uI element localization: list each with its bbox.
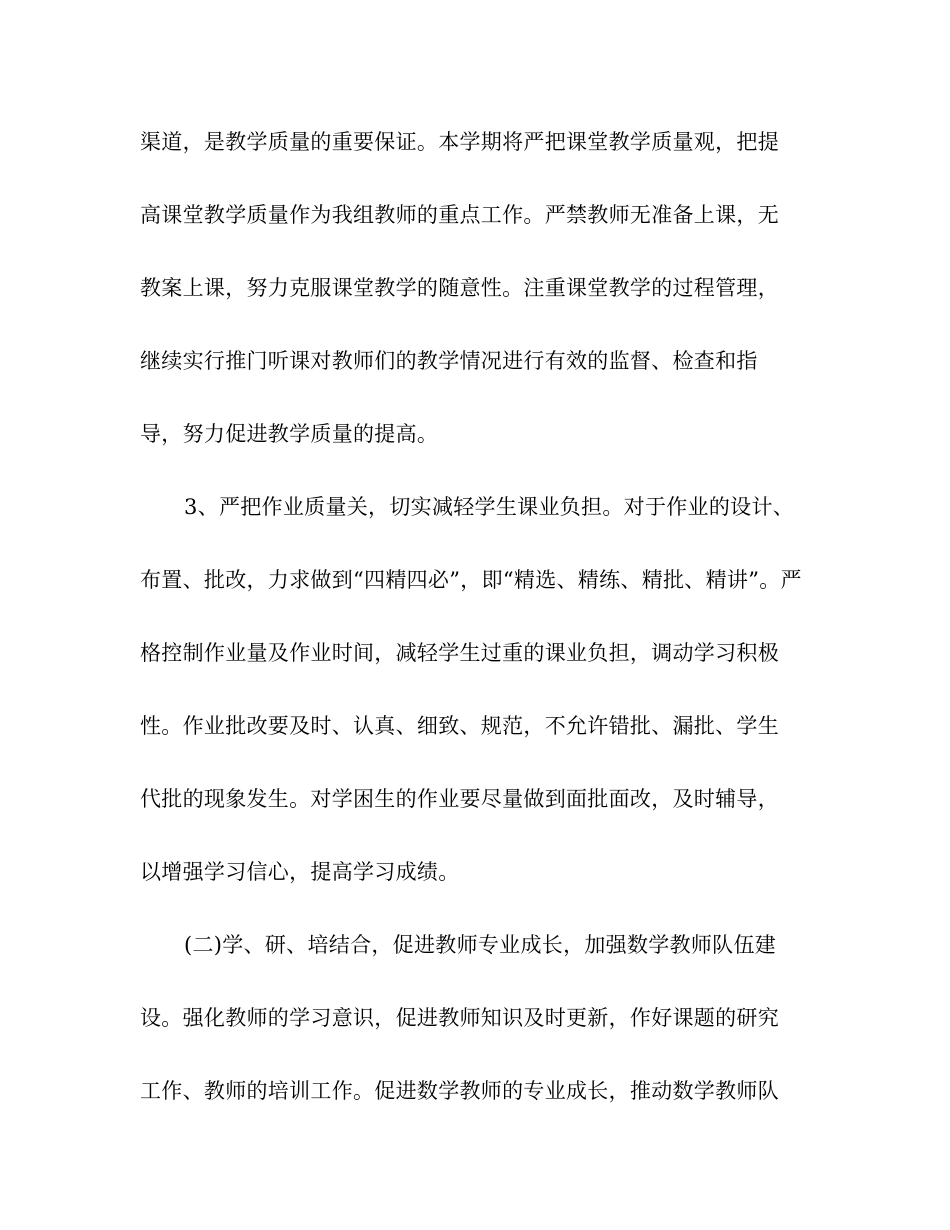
- text-line: 以增强学习信心，提高学习成绩。: [140, 860, 460, 884]
- text-line: 性。作业批改要及时、认真、细致、规范，不允许错批、漏批、学生: [140, 714, 779, 738]
- text-line: 导，努力促进教学质量的提高。: [140, 422, 439, 446]
- text-line: 工作、教师的培训工作。促进数学教师的专业成长，推动数学教师队: [140, 1079, 779, 1103]
- text-line: 高课堂教学质量作为我组教师的重点工作。严禁教师无准备上课，无: [140, 203, 779, 227]
- text-line: 设。强化教师的学习意识，促进教师知识及时更新，作好课题的研究: [140, 1006, 779, 1030]
- text-line: 渠道，是教学质量的重要保证。本学期将严把课堂教学质量观，把提: [140, 130, 779, 154]
- text-line: 教案上课，努力克服课堂教学的随意性。注重课堂教学的过程管理，: [140, 276, 779, 300]
- paragraph-start-line: 3、严把作业质量关，切实减轻学生课业负担。对于作业的设计、: [184, 495, 795, 519]
- paragraph-start-line: (二)学、研、培结合，促进教师专业成长，加强数学教师队伍建: [184, 933, 777, 957]
- text-line: 继续实行推门听课对教师们的教学情况进行有效的监督、检查和指: [140, 349, 758, 373]
- text-line: 布置、批改，力求做到“四精四必”，即“精选、精练、精批、精讲”。严: [140, 568, 802, 592]
- text-line: 格控制作业量及作业时间，减轻学生过重的课业负担，调动学习积极: [140, 641, 779, 665]
- text-line: 代批的现象发生。对学困生的作业要尽量做到面批面改，及时辅导，: [140, 787, 779, 811]
